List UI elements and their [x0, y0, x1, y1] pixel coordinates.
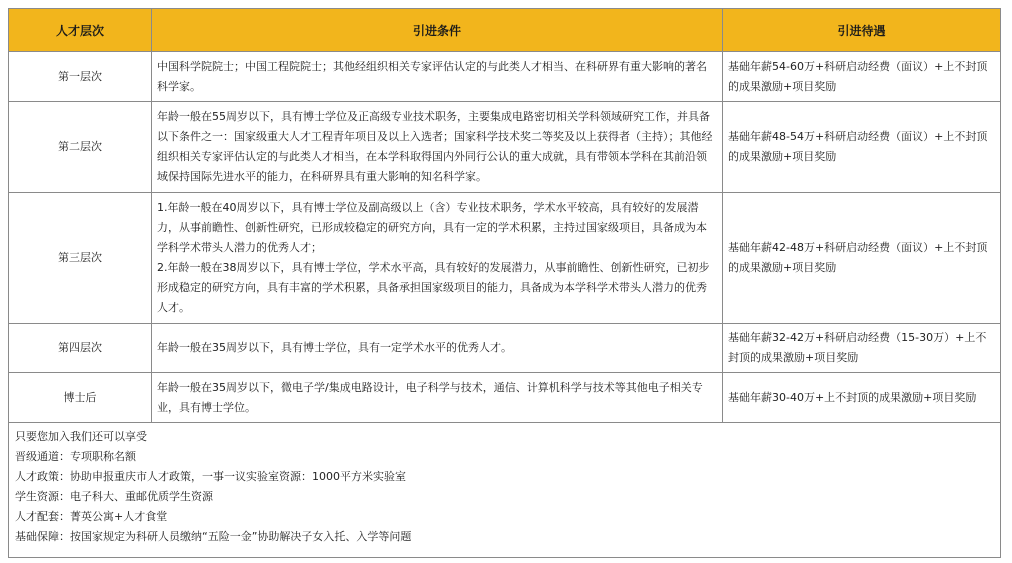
treatment-cell: 基础年薪42-48万+科研启动经费（面议）+上不封顶的成果激励+项目奖励	[723, 193, 1001, 324]
header-treatment: 引进待遇	[723, 9, 1001, 52]
condition-cell	[152, 373, 723, 423]
level-cell: 第一层次	[9, 52, 152, 102]
treatment-cell: 基础年薪30-40万+上不封顶的成果激励+项目奖励	[723, 373, 1001, 423]
condition-text: 年龄一般在35周岁以下，微电子学/集成电路设计，电子科学与技术，通信、计算机科学与技术等其他电子相关专业，具有博士学位。	[157, 380, 703, 414]
table-row	[9, 102, 1001, 193]
condition-cell	[152, 324, 723, 373]
table-row	[9, 324, 1001, 373]
level-cell: 博士后	[9, 373, 152, 423]
level-cell: 第四层次	[9, 324, 152, 373]
table-row	[9, 193, 1001, 324]
condition-cell	[152, 102, 723, 193]
talent-policy-table	[8, 8, 1001, 558]
condition-text: 年龄一般在35周岁以下，具有博士学位，具有一定学术水平的优秀人才。	[157, 341, 512, 354]
condition-cell	[152, 193, 723, 324]
benefits-cell	[9, 423, 1001, 558]
talent-table-container	[8, 8, 1000, 558]
table-row	[9, 373, 1001, 423]
condition-cell	[152, 52, 723, 102]
treatment-cell: 基础年薪32-42万+科研启动经费（15-30万）+上不封顶的成果激励+项目奖励	[723, 324, 1001, 373]
benefit-item: 人才政策：协助申报重庆市人才政策，一事一议实验室资源：1000平方米实验室	[15, 470, 406, 483]
table-header-row	[9, 9, 1001, 52]
condition-text: 2.年龄一般在38周岁以下，具有博士学位，学术水平高，具有较好的发展潜力，从事前瞻性、创新性研究，已初步形成稳定的研究方向，具有丰富的学术积累，具备承担国家级项目的能力，具备成为本学科学术带头人潜力的优秀人才。	[157, 261, 710, 314]
level-cell: 第三层次	[9, 193, 152, 324]
benefit-item: 基础保障：按国家规定为科研人员缴纳“五险一金”协助解决子女入托、入学等问题	[15, 530, 412, 543]
benefit-item: 学生资源：电子科大、重邮优质学生资源	[15, 490, 213, 503]
treatment-cell: 基础年薪48-54万+科研启动经费（面议）+上不封顶的成果激励+项目奖励	[723, 102, 1001, 193]
condition-text: 中国科学院院士；中国工程院院士；其他经组织相关专家评估认定的与此类人才相当、在科研界有重大影响的著名科学家。	[157, 59, 707, 93]
condition-text: 年龄一般在55周岁以下，具有博士学位及正高级专业技术职务，主要集成电路密切相关学科领域研究工作，并具备以下条件之一：国家级重大人才工程青年项目及以上入选者；国家科学技术奖二等奖及以上获得者（主持）；其他经组织相关专家评估认定的与此类人才相当，在本学科取得国内外同行公认的重大成就，具有带领本学科在其前沿领域保持国际先进水平的能力，在科研界具有重大影响的知名科学家。	[157, 110, 713, 183]
level-cell: 第二层次	[9, 102, 152, 193]
benefits-intro: 只要您加入我们还可以享受	[15, 430, 147, 443]
benefit-item: 人才配套：菁英公寓+人才食堂	[15, 510, 168, 523]
benefits-row	[9, 423, 1001, 558]
benefit-item: 晋级通道：专项职称名额	[15, 450, 136, 463]
condition-text: 1.年龄一般在40周岁以下，具有博士学位及副高级以上（含）专业技术职务，学术水平较高，具有较好的发展潜力，从事前瞻性、创新性研究，已形成较稳定的研究方向，具有一定的学术积累，主持过国家级项目，具备成为本学科学术带头人潜力的优秀人才；	[157, 201, 707, 254]
treatment-cell: 基础年薪54-60万+科研启动经费（面议）+上不封顶的成果激励+项目奖励	[723, 52, 1001, 102]
header-level: 人才层次	[9, 9, 152, 52]
header-condition: 引进条件	[152, 9, 723, 52]
table-row	[9, 52, 1001, 102]
